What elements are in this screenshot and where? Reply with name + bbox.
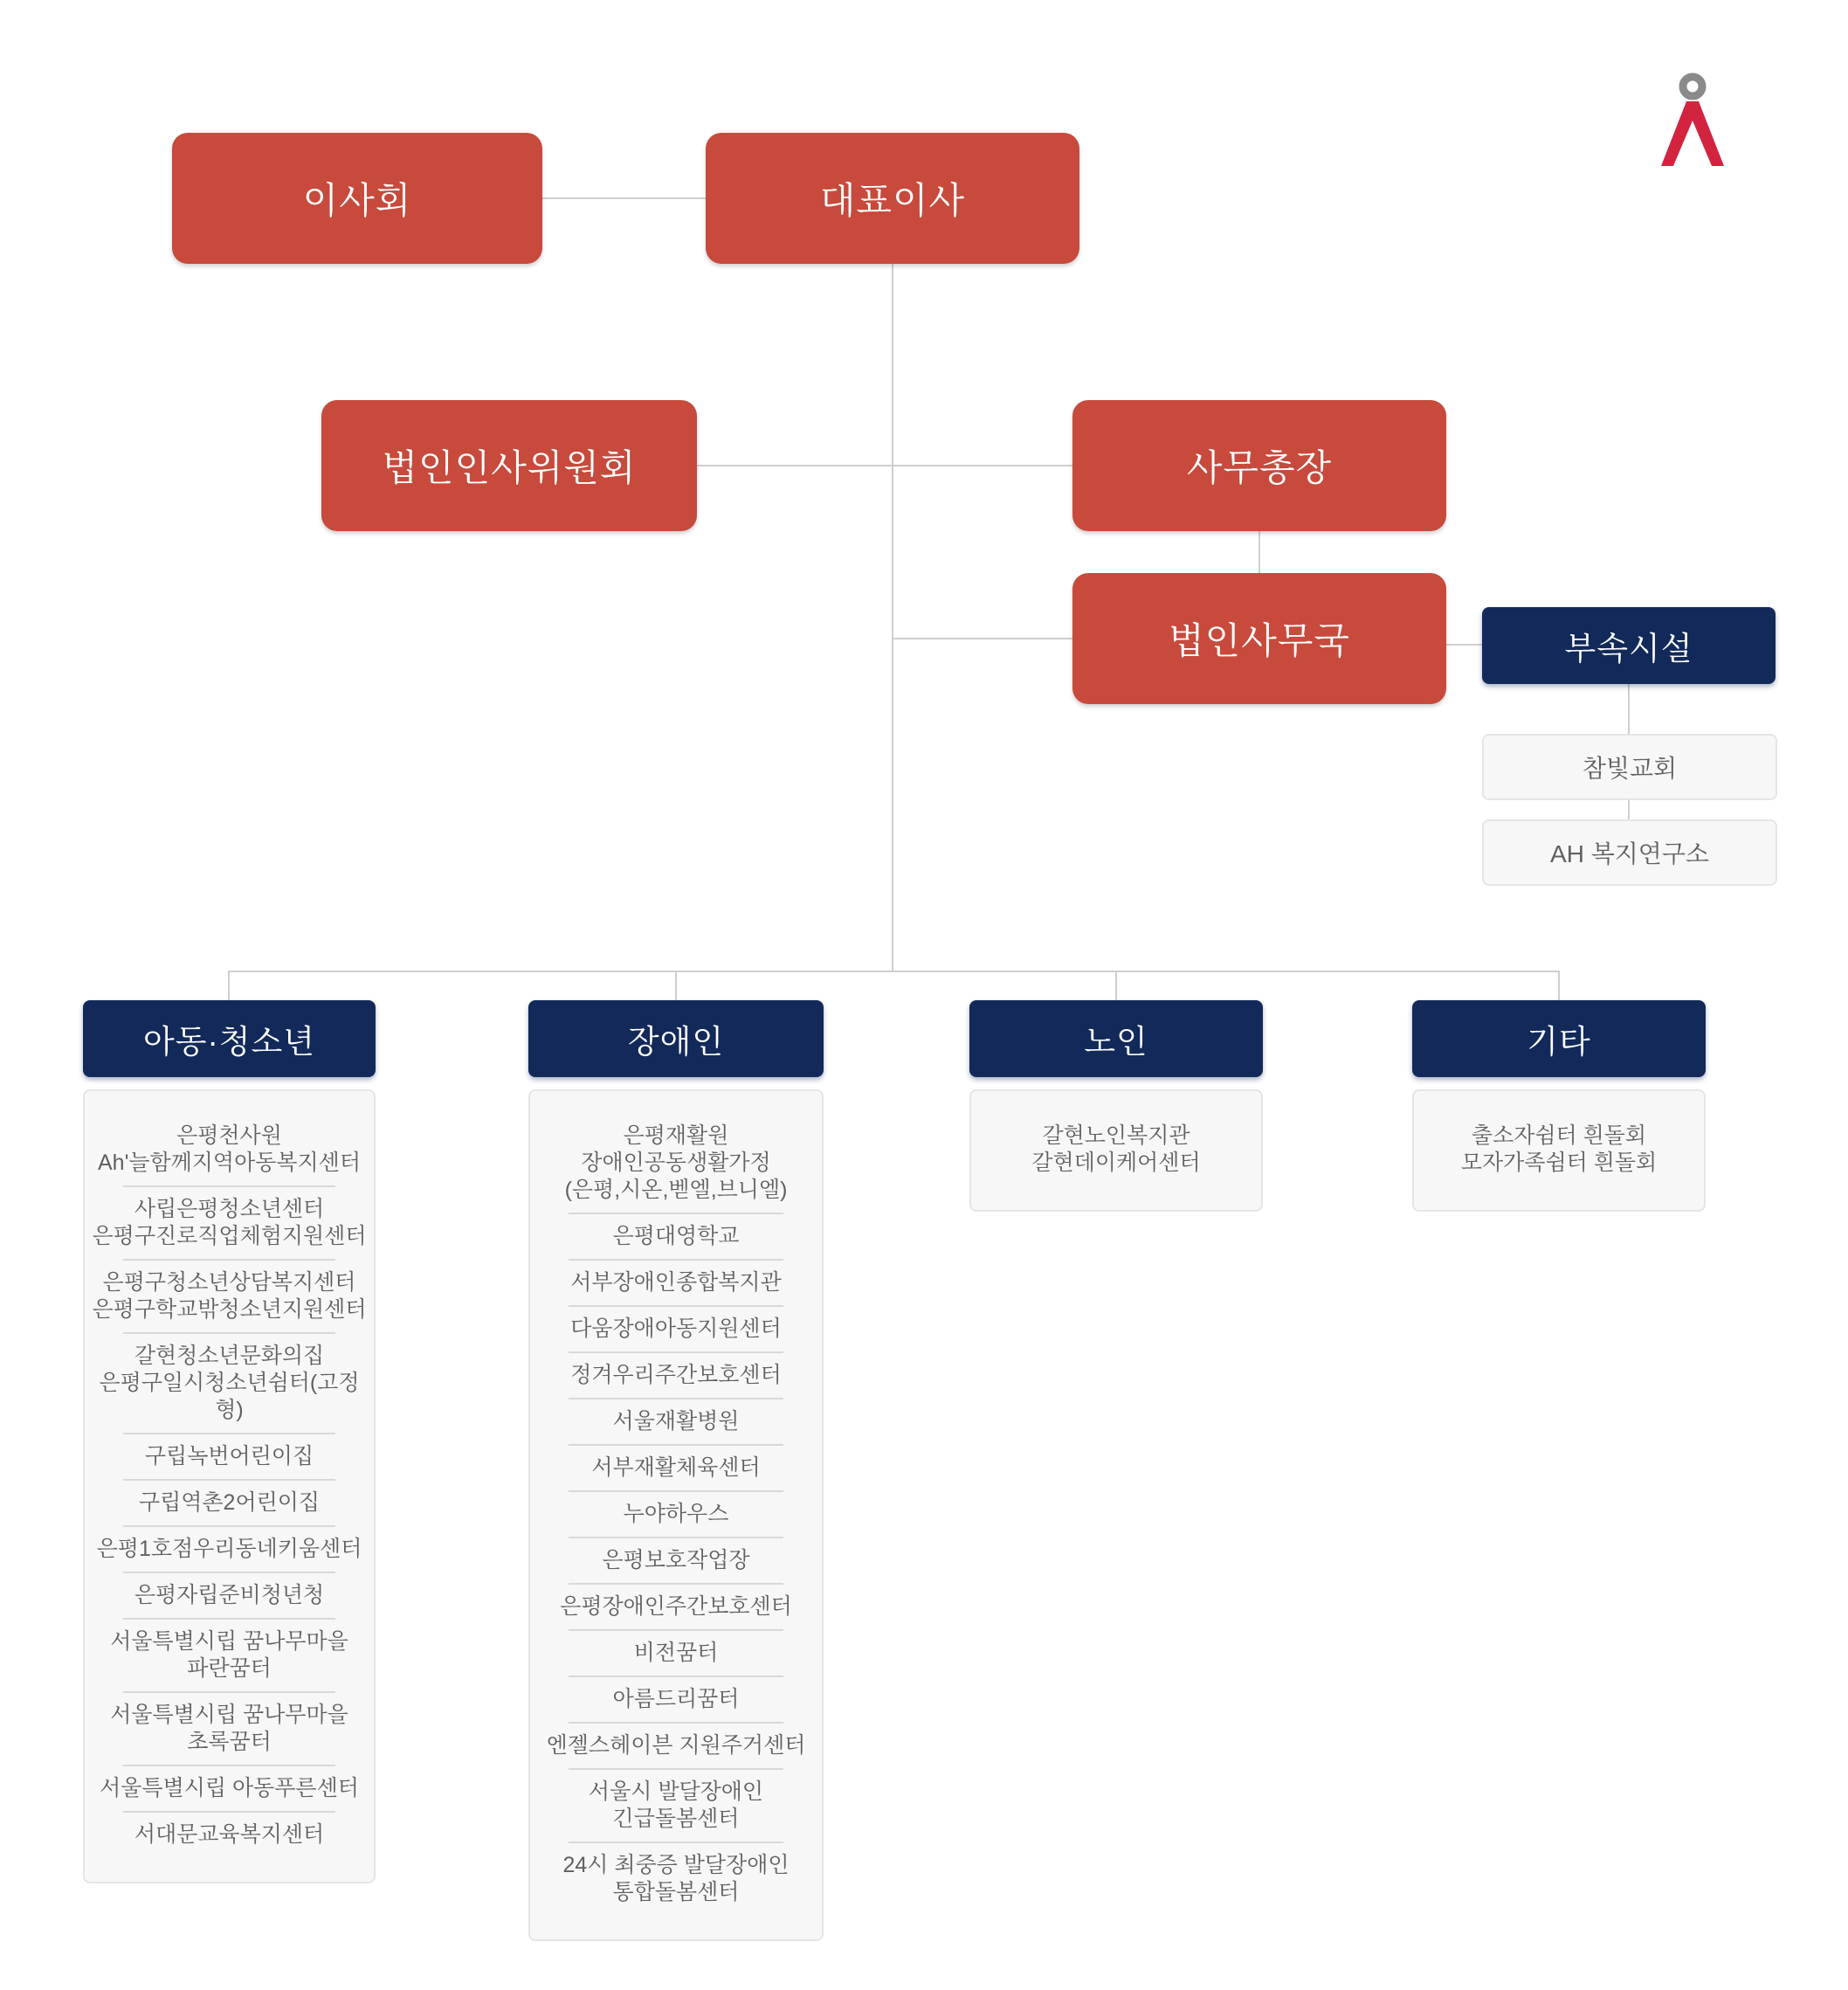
org-list-item: 다움장애아동지원센터 xyxy=(570,1316,782,1341)
annex-header: 부속시설 xyxy=(1482,607,1776,684)
connector-ceo-main-vertical xyxy=(892,264,893,971)
connector-main-office xyxy=(893,638,1072,639)
org-list-item: 구립녹번어린이집 xyxy=(144,1444,314,1468)
connector-secretary-office xyxy=(1258,531,1260,573)
org-list-item: 서울특별시립 아동푸른센터 xyxy=(100,1776,359,1800)
org-list-item: 은평천사원 Ah'늘함께지역아동복지센터 xyxy=(97,1123,361,1175)
column-list-etc xyxy=(1412,1089,1706,1212)
org-list-item: 엔젤스헤이븐 지원주거센터 xyxy=(546,1733,806,1758)
org-list-item: 출소자쉼터 흰돌회 모자가족쉼터 흰돌회 xyxy=(1460,1123,1658,1175)
logo-body-figure xyxy=(1661,101,1724,166)
column-list-children-youth xyxy=(83,1089,376,1883)
org-list-item: 정겨우리주간보호센터 xyxy=(570,1363,782,1387)
org-list-item: 은평구청소년상담복지센터 은평구학교밖청소년지원센터 xyxy=(92,1270,367,1322)
org-list-item: 서대문교육복지센터 xyxy=(134,1822,325,1847)
org-list-item: 서울시 발달장애인 긴급돌봄센터 xyxy=(588,1779,764,1831)
org-list-item: 은평자립준비청년청 xyxy=(134,1583,325,1607)
org-list-item: 갈현노인복지관 갈현데이케어센터 xyxy=(1031,1123,1201,1175)
annex-item-church: 참빛교회 xyxy=(1482,734,1777,800)
org-list-item: 비전꿈터 xyxy=(633,1641,719,1665)
org-list-item: 24시 최중증 발달장애인 통합돌봄센터 xyxy=(562,1853,790,1904)
annex-item-institute: AH 복지연구소 xyxy=(1482,819,1777,886)
hr-committee-box: 법인인사위원회 xyxy=(321,400,697,531)
column-list-disabled xyxy=(528,1089,824,1941)
secretary-general-box: 사무총장 xyxy=(1072,400,1446,531)
connector-stub-elderly xyxy=(1115,971,1117,1000)
column-header-disabled: 장애인 xyxy=(528,1000,824,1077)
org-list-item: 사립은평청소년센터 은평구진로직업체험지원센터 xyxy=(92,1197,367,1248)
connector-church-institute xyxy=(1628,800,1630,819)
connector-office-annex xyxy=(1446,644,1482,646)
org-list-item: 서울특별시립 꿈나무마을 파란꿈터 xyxy=(110,1629,348,1681)
org-list-item: 은평보호작업장 xyxy=(602,1548,750,1572)
org-list-item: 서울재활병원 xyxy=(612,1409,740,1434)
org-list-item: 은평1호점우리동네키움센터 xyxy=(96,1537,362,1561)
connector-annex-church xyxy=(1628,684,1630,734)
org-list-item: 누야하우스 xyxy=(623,1502,729,1526)
connector-stub-etc xyxy=(1558,971,1560,1000)
org-list-item: 서울특별시립 꿈나무마을 초록꿈터 xyxy=(110,1703,348,1754)
column-header-elderly: 노인 xyxy=(969,1000,1263,1077)
column-header-etc: 기타 xyxy=(1412,1000,1706,1077)
logo-head-ring xyxy=(1683,77,1702,96)
connector-hrcommittee-secretary xyxy=(697,465,1072,466)
org-list-item: 서부재활체육센터 xyxy=(591,1455,761,1480)
org-list-item: 갈현청소년문화의집 은평구일시청소년쉼터(고정형) xyxy=(99,1344,360,1422)
column-header-children-youth: 아동·청소년 xyxy=(83,1000,376,1077)
connector-board-ceo xyxy=(542,197,706,199)
person-logo-icon xyxy=(1658,72,1727,169)
ceo-box: 대표이사 xyxy=(706,133,1079,264)
org-list-item: 구립역촌2어린이집 xyxy=(138,1490,321,1515)
org-list-item: 은평재활원 장애인공동생활가정 (은평,시온,벧엘,브니엘) xyxy=(564,1123,788,1202)
connector-stub-disabled xyxy=(675,971,677,1000)
org-list-item: 아름드리꿈터 xyxy=(612,1687,740,1711)
connector-distribution xyxy=(229,971,1560,972)
column-list-elderly xyxy=(969,1089,1263,1212)
org-list-item: 은평장애인주간보호센터 xyxy=(560,1594,792,1619)
org-list-item: 은평대영학교 xyxy=(612,1224,740,1248)
org-list-item: 서부장애인종합복지관 xyxy=(570,1270,782,1295)
board-box: 이사회 xyxy=(172,133,542,264)
corporate-office-box: 법인사무국 xyxy=(1072,573,1446,704)
connector-stub-children-youth xyxy=(228,971,230,1000)
